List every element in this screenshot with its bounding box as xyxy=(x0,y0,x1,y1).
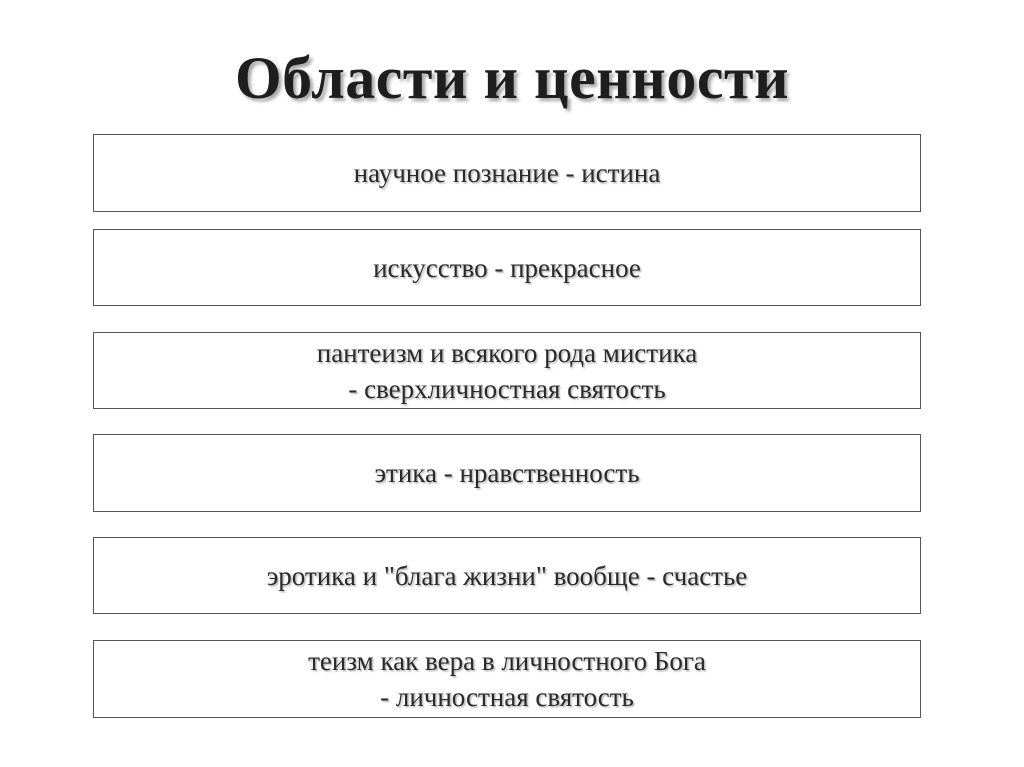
value-box-text xyxy=(373,250,641,286)
value-line: пантеизм и всякого рода мистика xyxy=(316,337,698,368)
slide-title: Области и ценности xyxy=(234,45,790,111)
value-box-ethics xyxy=(93,434,921,512)
value-box-art xyxy=(93,229,921,306)
value-line: искусство - прекрасное xyxy=(373,252,641,283)
value-line: этика - нравственность xyxy=(374,458,640,488)
value-line: - сверхличностная святость xyxy=(348,373,666,404)
value-box-text xyxy=(374,455,639,491)
value-box-theism xyxy=(93,640,921,718)
value-line: эротика и "блага жизни" вообще - счастье xyxy=(266,560,748,591)
value-line: - личностная святость xyxy=(380,682,634,712)
value-box-text xyxy=(354,155,661,191)
value-box-text xyxy=(267,558,748,594)
value-box-pantheism xyxy=(93,332,921,409)
value-box-science xyxy=(93,134,921,212)
value-box-text xyxy=(317,335,697,407)
value-line: теизм как вера в личностного Бога xyxy=(308,646,706,676)
value-box-erotics xyxy=(93,537,921,614)
value-box-text xyxy=(308,643,706,715)
value-line: научное познание - истина xyxy=(353,158,661,188)
